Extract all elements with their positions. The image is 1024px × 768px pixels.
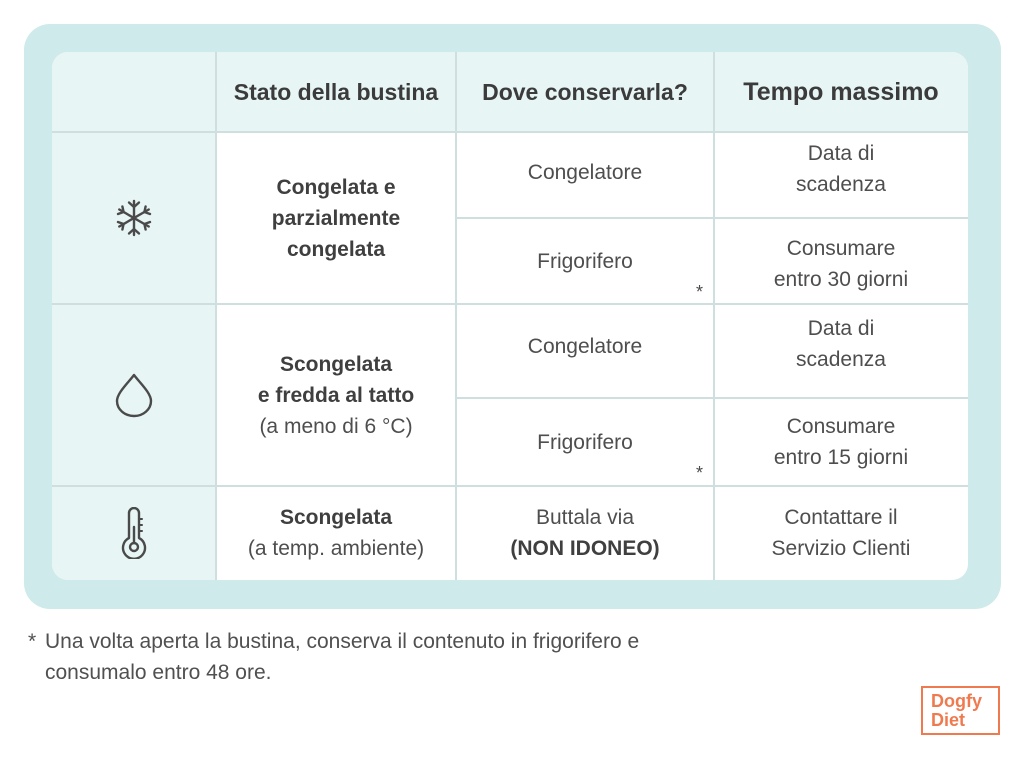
max-time: [714, 132, 968, 218]
state-thawed-ambient-line: Scongelata: [279, 506, 393, 529]
state-thawed-ambient: [216, 486, 456, 580]
thermometer-icon: [119, 507, 149, 559]
max-time-line: entro 15 giorni: [773, 446, 909, 469]
max-time-line: Consumare: [786, 415, 896, 438]
snowflake-icon: [114, 198, 154, 238]
footnote: [28, 626, 788, 688]
storage-table: [52, 52, 968, 580]
max-time-line: Data di: [807, 142, 875, 165]
max-time-line: Data di: [807, 317, 875, 340]
row-frozen-icon-cell: [52, 132, 216, 304]
header-state: Stato della bustina: [216, 52, 456, 132]
header-storage: Dove conservarla?: [456, 52, 714, 132]
not-suitable-label: (NON IDONEO): [510, 537, 660, 560]
state-thawed-cold: [216, 304, 456, 486]
state-thawed-cold-note: (a meno di 6 °C): [259, 414, 413, 438]
max-time-line: scadenza: [796, 348, 886, 371]
row-thawed-cold-icon-cell: [52, 304, 216, 486]
logo-line: Diet: [931, 710, 966, 730]
state-frozen-line: Congelata e: [276, 175, 396, 199]
discard-label: Buttala via: [535, 506, 635, 529]
max-time-line: scadenza: [796, 173, 886, 196]
state-thawed-ambient-note: (a temp. ambiente): [247, 537, 425, 560]
row-thawed-ambient-icon-cell: [52, 486, 216, 580]
max-time: [714, 398, 968, 486]
state-thawed-cold-line: Scongelata: [279, 352, 393, 376]
footnote-line: Una volta aperta la bustina, conserva il contenuto in frigorifero e: [45, 630, 640, 653]
grid-line: [52, 131, 968, 133]
footnote-line: consumalo entro 48 ore.: [45, 661, 272, 684]
storage-place: Congelatore: [527, 334, 643, 358]
state-frozen-line: congelata: [286, 237, 386, 261]
storage-place: Congelatore: [527, 160, 643, 184]
max-time-line: Servizio Clienti: [771, 537, 911, 560]
state-frozen-line: parzialmente: [271, 206, 401, 230]
state-frozen: [216, 132, 456, 304]
max-time: [714, 304, 968, 398]
logo-line: Dogfy: [931, 691, 982, 711]
dogfy-diet-logo: [921, 686, 1000, 735]
storage-place: Frigorifero: [537, 249, 633, 273]
footnote-mark: *: [696, 282, 704, 302]
grid-line: [456, 217, 968, 219]
footnote-mark: *: [696, 463, 704, 483]
grid-line: [456, 397, 968, 399]
max-time: [714, 218, 968, 304]
storage-place-discard: [456, 486, 714, 580]
state-thawed-cold-line: e fredda al tatto: [257, 383, 415, 407]
max-time-line: Consumare: [786, 237, 896, 260]
header-icon-column: [52, 52, 216, 132]
grid-line: [52, 485, 968, 487]
max-time-line: Contattare il: [784, 506, 898, 529]
max-time: [714, 486, 968, 580]
storage-place: Frigorifero: [537, 430, 633, 454]
footnote-asterisk: *: [28, 630, 37, 653]
header-max-time: Tempo massimo: [714, 52, 968, 132]
max-time-line: entro 30 giorni: [773, 268, 909, 291]
water-drop-icon: [114, 372, 154, 418]
grid-line: [52, 303, 968, 305]
